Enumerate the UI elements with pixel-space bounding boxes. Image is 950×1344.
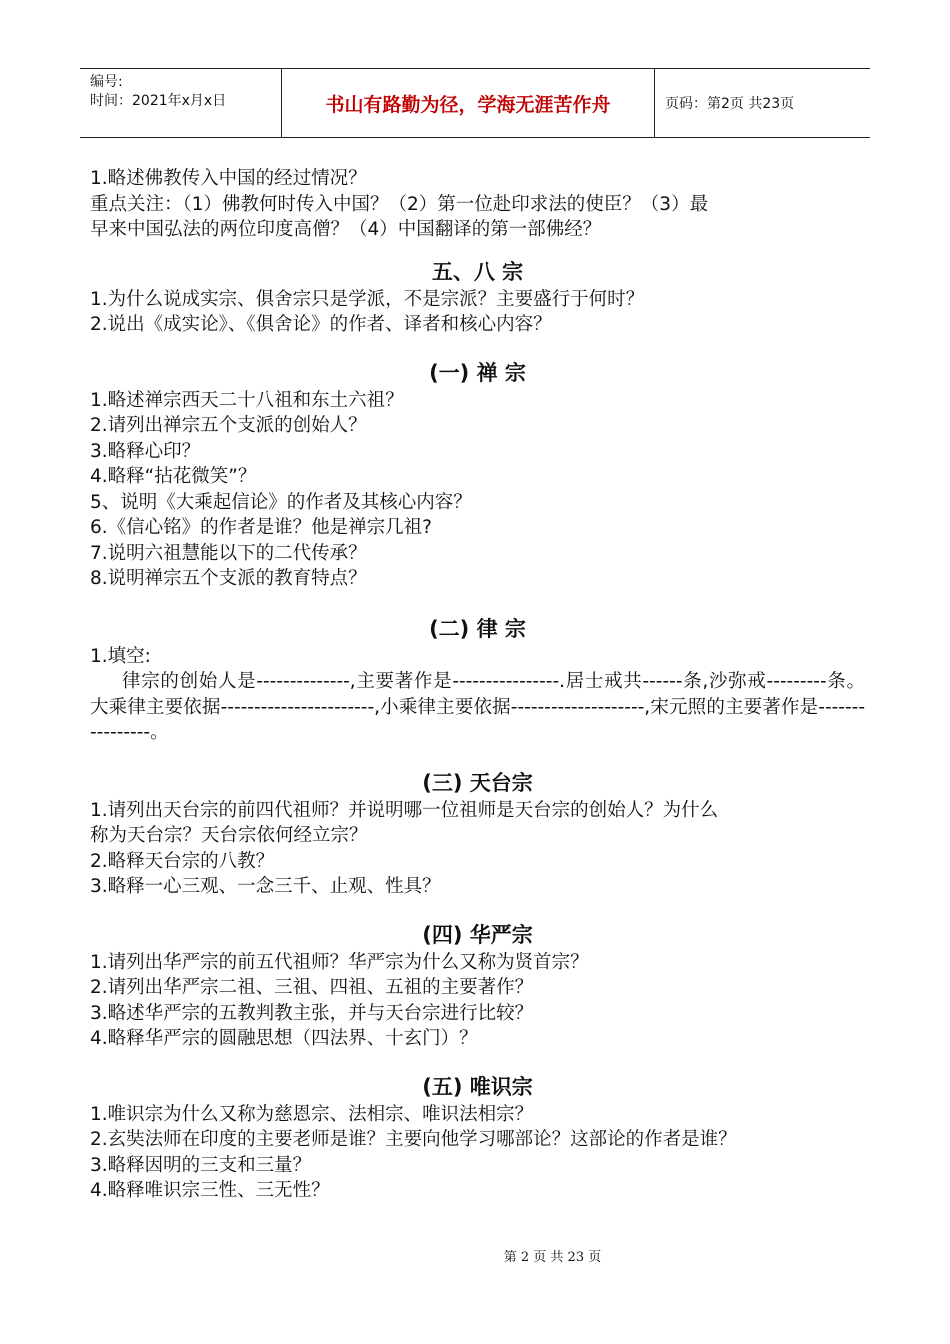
huayan-question: 1.请列出华严宗的前五代祖师？华严宗为什么又称为贤首宗？ bbox=[90, 951, 589, 973]
tiantai-question-1-line-2: 称为天台宗？天台宗依何经立宗？ bbox=[90, 825, 368, 846]
weishi-question: 3.略释因明的三支和三量？ bbox=[90, 1154, 312, 1176]
header-page-info: 页码：第2页 共23页 bbox=[665, 96, 795, 112]
section-title-lv: (二) 律 宗 bbox=[429, 616, 526, 641]
tiantai-question-3: 3.略释一心三观、一念三千、止观、性具？ bbox=[90, 876, 441, 897]
section-title-tiantai: (三) 天台宗 bbox=[422, 770, 533, 795]
intro-question: 1.略述佛教传入中国的经过情况？ bbox=[90, 168, 367, 189]
chan-question: 5、说明《大乘起信论》的作者及其核心内容？ bbox=[90, 491, 472, 513]
section-title-eight-schools: 五、八 宗 bbox=[431, 259, 524, 284]
time-label: 时间：2021年x月x日 bbox=[90, 93, 227, 109]
header-motto: 书山有路勤为径，学海无涯苦作舟 bbox=[282, 69, 655, 137]
lv-question-1: 1.填空: bbox=[90, 645, 151, 667]
chan-question: 7.说明六祖慧能以下的二代传承？ bbox=[90, 542, 367, 564]
footer-page-number: 第 2 页 共 23 页 bbox=[503, 1250, 602, 1265]
header-table bbox=[80, 68, 870, 138]
section5-question-1: 1.为什么说成实宗、俱舍宗只是学派，不是宗派？主要盛行于何时？ bbox=[90, 288, 645, 310]
huayan-question: 3.略述华严宗的五教判教主张，并与天台宗进行比较？ bbox=[90, 1002, 534, 1024]
tiantai-question-1-line-1: 1.请列出天台宗的前四代祖师？并说明哪一位祖师是天台宗的创始人？为什么 bbox=[90, 799, 719, 821]
chan-question: 2.请列出禅宗五个支派的创始人？ bbox=[90, 415, 367, 436]
chan-question: 4.略释“拈花微笑”？ bbox=[90, 466, 257, 487]
focus-line-1: 重点关注：（1）佛教何时传入中国？（2）第一位赴印求法的使臣？（3）最 bbox=[90, 193, 709, 215]
section-title-chan: (一) 禅 宗 bbox=[429, 360, 526, 385]
chan-question: 8.说明禅宗五个支派的教育特点？ bbox=[90, 568, 367, 589]
weishi-question: 1.唯识宗为什么又称为慈恩宗、法相宗、唯识法相宗？ bbox=[90, 1103, 534, 1125]
chan-question: 3.略释心印？ bbox=[90, 440, 201, 462]
huayan-question: 2.请列出华严宗二祖、三祖、四祖、五祖的主要著作？ bbox=[90, 977, 534, 998]
page-footer bbox=[0, 1246, 950, 1265]
document-body bbox=[90, 166, 865, 1204]
focus-line-2: 早来中国弘法的两位印度高僧？（4）中国翻译的第一部佛经？ bbox=[90, 219, 602, 240]
section5-question-2: 2.说出《成实论》、《俱舍论》的作者、译者和核心内容？ bbox=[90, 314, 552, 335]
tiantai-question-2: 2.略释天台宗的八教？ bbox=[90, 850, 275, 872]
section-title-huayan: (四) 华严宗 bbox=[422, 922, 533, 947]
chan-question: 1.略述禅宗西天二十八祖和东土六祖？ bbox=[90, 389, 404, 411]
lv-fill-in-text: 律宗的创始人是--------------,主要著作是----------------.居士戒共------条,沙弥戒---------条。大乘律主要依据-----------------------,小乘律主要依据--------------------,宋元照的主要著作是----------------。 bbox=[90, 671, 865, 743]
weishi-question: 2.玄奘法师在印度的主要老师是谁？主要向他学习哪部论？这部论的作者是谁？ bbox=[90, 1129, 737, 1150]
header-meta bbox=[80, 69, 282, 137]
weishi-question: 4.略释唯识宗三性、三无性？ bbox=[90, 1180, 330, 1201]
section-title-weishi: (五) 唯识宗 bbox=[422, 1074, 533, 1099]
chan-question: 6.《信心铭》的作者是谁？他是禅宗几祖? bbox=[90, 517, 432, 538]
code-label: 编号: bbox=[90, 74, 123, 90]
huayan-question: 4.略释华严宗的圆融思想（四法界、十玄门）？ bbox=[90, 1028, 478, 1049]
